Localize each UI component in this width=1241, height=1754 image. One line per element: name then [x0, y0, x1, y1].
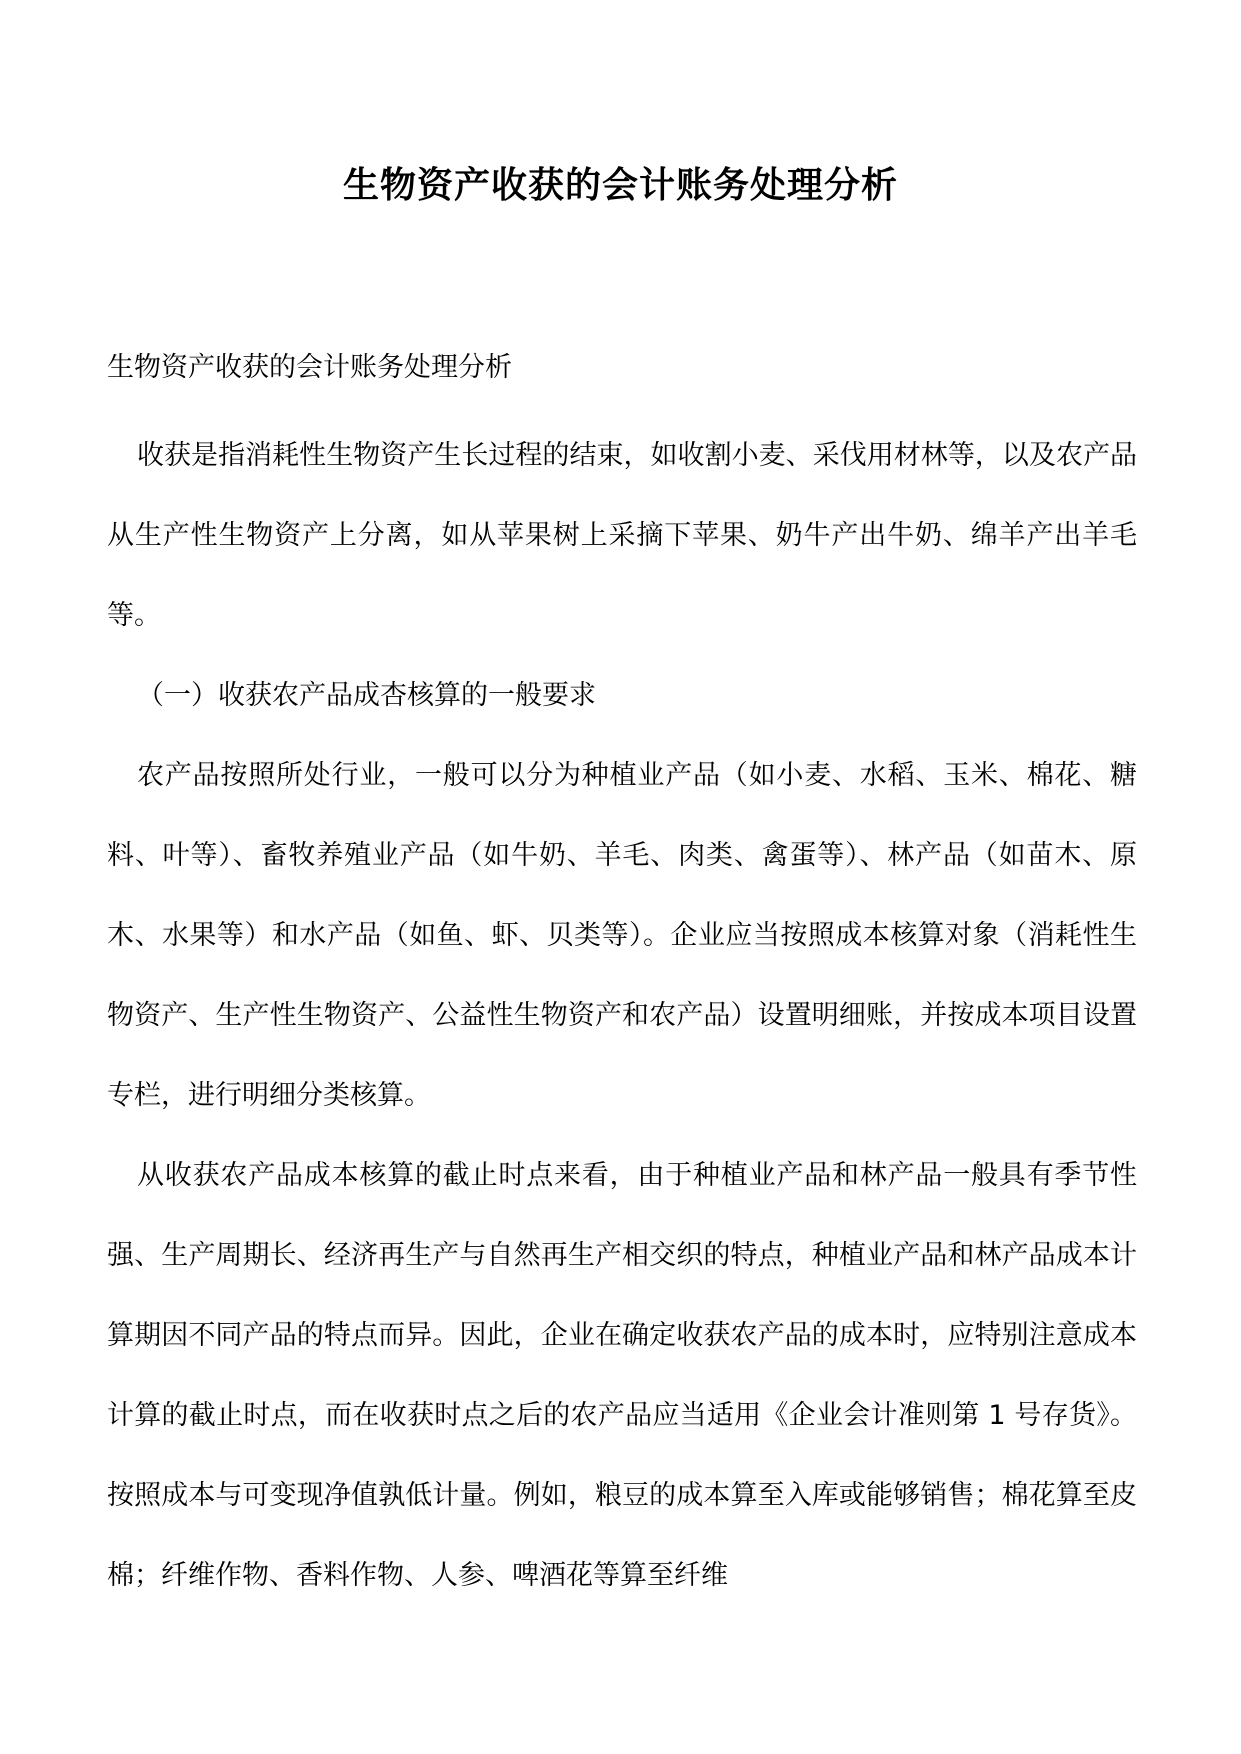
paragraph-cost-cutoff: 从收获农产品成本核算的截止时点来看，由于种植业产品和林产品一般具有季节性强、生产周期长、经济再生产与自然再生产相交织的特点，种植业产品和林产品成本计算期因不同产品的特点而异。因此，企业在确定收获农产品的成本时，应特别注意成本计算的截止时点，而在收获时点之后的农产品应当适用《企业会计准则第 1 号存货》。按照成本与可变现净值孰低计量。例如，粮豆的成本算至入库或能够销售；棉花算至皮棉；纤维作物、香料作物、人参、啤酒花等算至纤维 [107, 1160, 1137, 1591]
paragraph-harvest-definition: 收获是指消耗性生物资产生长过程的结束，如收割小麦、采伐用材林等，以及农产品从生产性生物资产上分离，如从苹果树上采摘下苹果、奶牛产出牛奶、绵羊产出羊毛等。 [107, 440, 1137, 631]
document-body [107, 344, 1137, 1616]
document-subtitle: 生物资产收获的会计账务处理分析 [107, 352, 512, 383]
paragraph-product-categories: 农产品按照所处行业，一般可以分为种植业产品（如小麦、水稻、玉米、棉花、糖料、叶等）、畜牧养殖业产品（如牛奶、羊毛、肉类、禽蛋等）、林产品（如苗木、原木、水果等）和水产品（如鱼、虾、贝类等）。企业应当按照成本核算对象（消耗性生物资产、生产性生物资产、公益性生物资产和农产品）设置明细账，并按成本项目设置专栏，进行明细分类核算。 [107, 760, 1137, 1111]
section-heading-cost-requirements: （一）收获农产品成杏核算的一般要求 [137, 680, 596, 711]
document-title: 生物资产收获的会计账务处理分析 [342, 165, 898, 206]
